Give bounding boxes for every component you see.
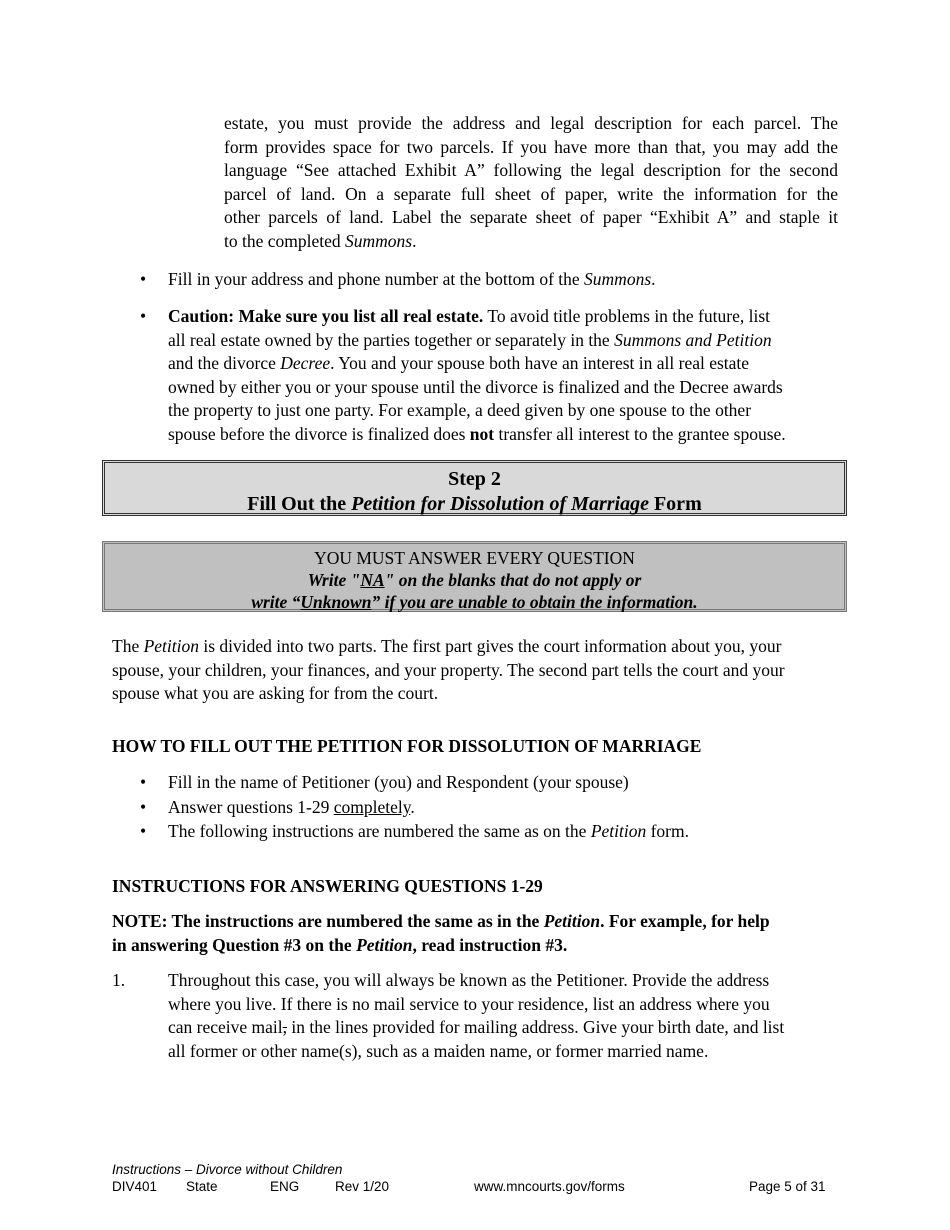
note-line xyxy=(112,909,848,933)
text: all real estate owned by the parties together or separately in the xyxy=(168,329,615,350)
caution-line: owned by either you or your spouse until the divorce is finalized and the Decree awards xyxy=(168,376,783,397)
text: " on the blanks that do not apply or xyxy=(384,570,642,590)
bullet-address-phone xyxy=(168,268,848,292)
list-item xyxy=(168,796,415,820)
para-line xyxy=(224,230,838,254)
text: . For example, for help xyxy=(600,911,770,931)
underlined-text: Unknown xyxy=(300,592,372,612)
must-answer-line xyxy=(105,569,844,591)
text: ” if you are unable to obtain the information. xyxy=(371,592,698,612)
text: Fill in your address and phone number at the bottom of the xyxy=(168,269,585,289)
item-1-text xyxy=(168,969,848,1063)
bullet-dot: • xyxy=(140,269,147,289)
italic-text: Petition xyxy=(143,636,199,656)
intro-line: spouse, your children, your finances, and your property. The second part tells the court and your xyxy=(112,659,785,680)
caution-line xyxy=(168,305,848,329)
summons-italic: Summons xyxy=(584,269,652,289)
note-paragraph xyxy=(112,909,848,957)
caution-line xyxy=(168,423,848,447)
step-subtitle xyxy=(105,492,844,517)
must-answer-heading: YOU MUST ANSWER EVERY QUESTION xyxy=(314,548,635,568)
caution-line: the property to just one party. For example, a deed given by one spouse to the other xyxy=(168,400,752,420)
petition-intro-paragraph xyxy=(112,635,848,706)
footer-url: www.mncourts.gov/forms xyxy=(474,1179,625,1194)
step-title: Step 2 xyxy=(448,468,501,490)
footer-page-number: Page 5 of 31 xyxy=(749,1179,826,1194)
para-line: form provides space for two parcels. If you have more than that, you may add the xyxy=(224,136,838,157)
text: form. xyxy=(646,821,689,841)
text: . xyxy=(412,230,417,251)
bold-not: not xyxy=(469,423,495,444)
intro-line xyxy=(112,635,848,659)
text: in answering Question #3 on the xyxy=(112,935,357,955)
text: is divided into two parts. The first part gives the court information about you, your xyxy=(199,636,782,656)
item-number: 1. xyxy=(112,970,126,990)
must-answer-box xyxy=(102,541,847,612)
caution-bold: Caution: Make sure you list all real estate. xyxy=(168,306,484,326)
text: To avoid title problems in the future, list xyxy=(483,306,770,326)
italic-text: Petition xyxy=(356,935,413,955)
footer-form-id: DIV401 xyxy=(112,1179,158,1194)
bullet-dot: • xyxy=(140,797,147,817)
underlined-text: NA xyxy=(360,570,385,590)
footer-language: ENG xyxy=(270,1179,300,1194)
text: and the divorce xyxy=(168,353,281,373)
summons-italic: Summons xyxy=(345,230,413,251)
estate-parcel-paragraph xyxy=(224,112,838,253)
item-line: where you live. If there is no mail service to your residence, list an address where you xyxy=(168,993,770,1014)
text: Form xyxy=(648,493,702,515)
italic-text: Petition xyxy=(590,821,647,841)
caution-line xyxy=(168,352,848,376)
struck-comma: , xyxy=(282,1017,288,1037)
footer-state: State xyxy=(186,1179,218,1194)
step-2-box xyxy=(102,460,847,516)
text: Write " xyxy=(307,570,361,590)
para-line: other parcels of land. Label the separate sheet of paper “Exhibit A” and staple it xyxy=(224,207,838,227)
list-item: Fill in the name of Petitioner (you) and Respondent (your spouse) xyxy=(168,772,629,792)
section-heading: INSTRUCTIONS FOR ANSWERING QUESTIONS 1-29 xyxy=(112,876,543,896)
text: . xyxy=(651,269,656,289)
text: The xyxy=(112,636,144,656)
item-line: all former or other name(s), such as a maiden name, or former married name. xyxy=(168,1040,709,1061)
text: in the lines provided for mailing address. Give your birth date, and list xyxy=(287,1017,785,1037)
text: . You and your spouse both have an interest in all real estate xyxy=(330,353,750,373)
italic-text: Decree xyxy=(280,353,331,373)
para-line: language “See attached Exhibit A” following the legal description for the second xyxy=(224,160,838,180)
item-line xyxy=(168,1016,848,1040)
intro-line: spouse what you are asking for from the court. xyxy=(112,683,439,703)
italic-text: Petition xyxy=(543,911,601,931)
list-item xyxy=(168,820,689,844)
text: The following instructions are numbered the same as on the xyxy=(168,821,591,841)
underlined-text: completely xyxy=(333,797,411,817)
text: write “ xyxy=(251,592,301,612)
text: Fill Out the xyxy=(247,493,352,515)
item-line: Throughout this case, you will always be known as the Petitioner. Provide the address xyxy=(168,970,770,990)
text: transfer all interest to the grantee spouse. xyxy=(494,423,786,444)
must-answer-line xyxy=(105,591,844,613)
para-line: estate, you must provide the address and legal description for each parcel. The xyxy=(224,113,838,133)
note-line xyxy=(112,933,848,957)
section-heading: HOW TO FILL OUT THE PETITION FOR DISSOLUTION OF MARRIAGE xyxy=(112,736,702,756)
text: can receive mail xyxy=(168,1017,283,1037)
bullet-dot: • xyxy=(140,306,147,326)
footer-revision: Rev 1/20 xyxy=(335,1179,390,1194)
bullet-dot: • xyxy=(140,772,147,792)
caution-line xyxy=(168,329,848,353)
italic-text: Summons and Petition xyxy=(614,329,772,350)
text: Answer questions 1-29 xyxy=(168,797,334,817)
text: . xyxy=(410,797,415,817)
footer-title: Instructions – Divorce without Children xyxy=(112,1162,343,1177)
bullet-dot: • xyxy=(140,821,147,841)
text: spouse before the divorce is finalized does xyxy=(168,423,470,444)
text: , read instruction #3. xyxy=(412,935,568,955)
para-line: parcel of land. On a separate full sheet of paper, write the information for the xyxy=(224,183,838,204)
bullet-caution-real-estate xyxy=(168,305,848,446)
italic-text: Petition for Dissolution of Marriage xyxy=(351,493,649,515)
text: NOTE: The instructions are numbered the same as in the xyxy=(112,911,544,931)
text: to the completed xyxy=(224,230,346,251)
